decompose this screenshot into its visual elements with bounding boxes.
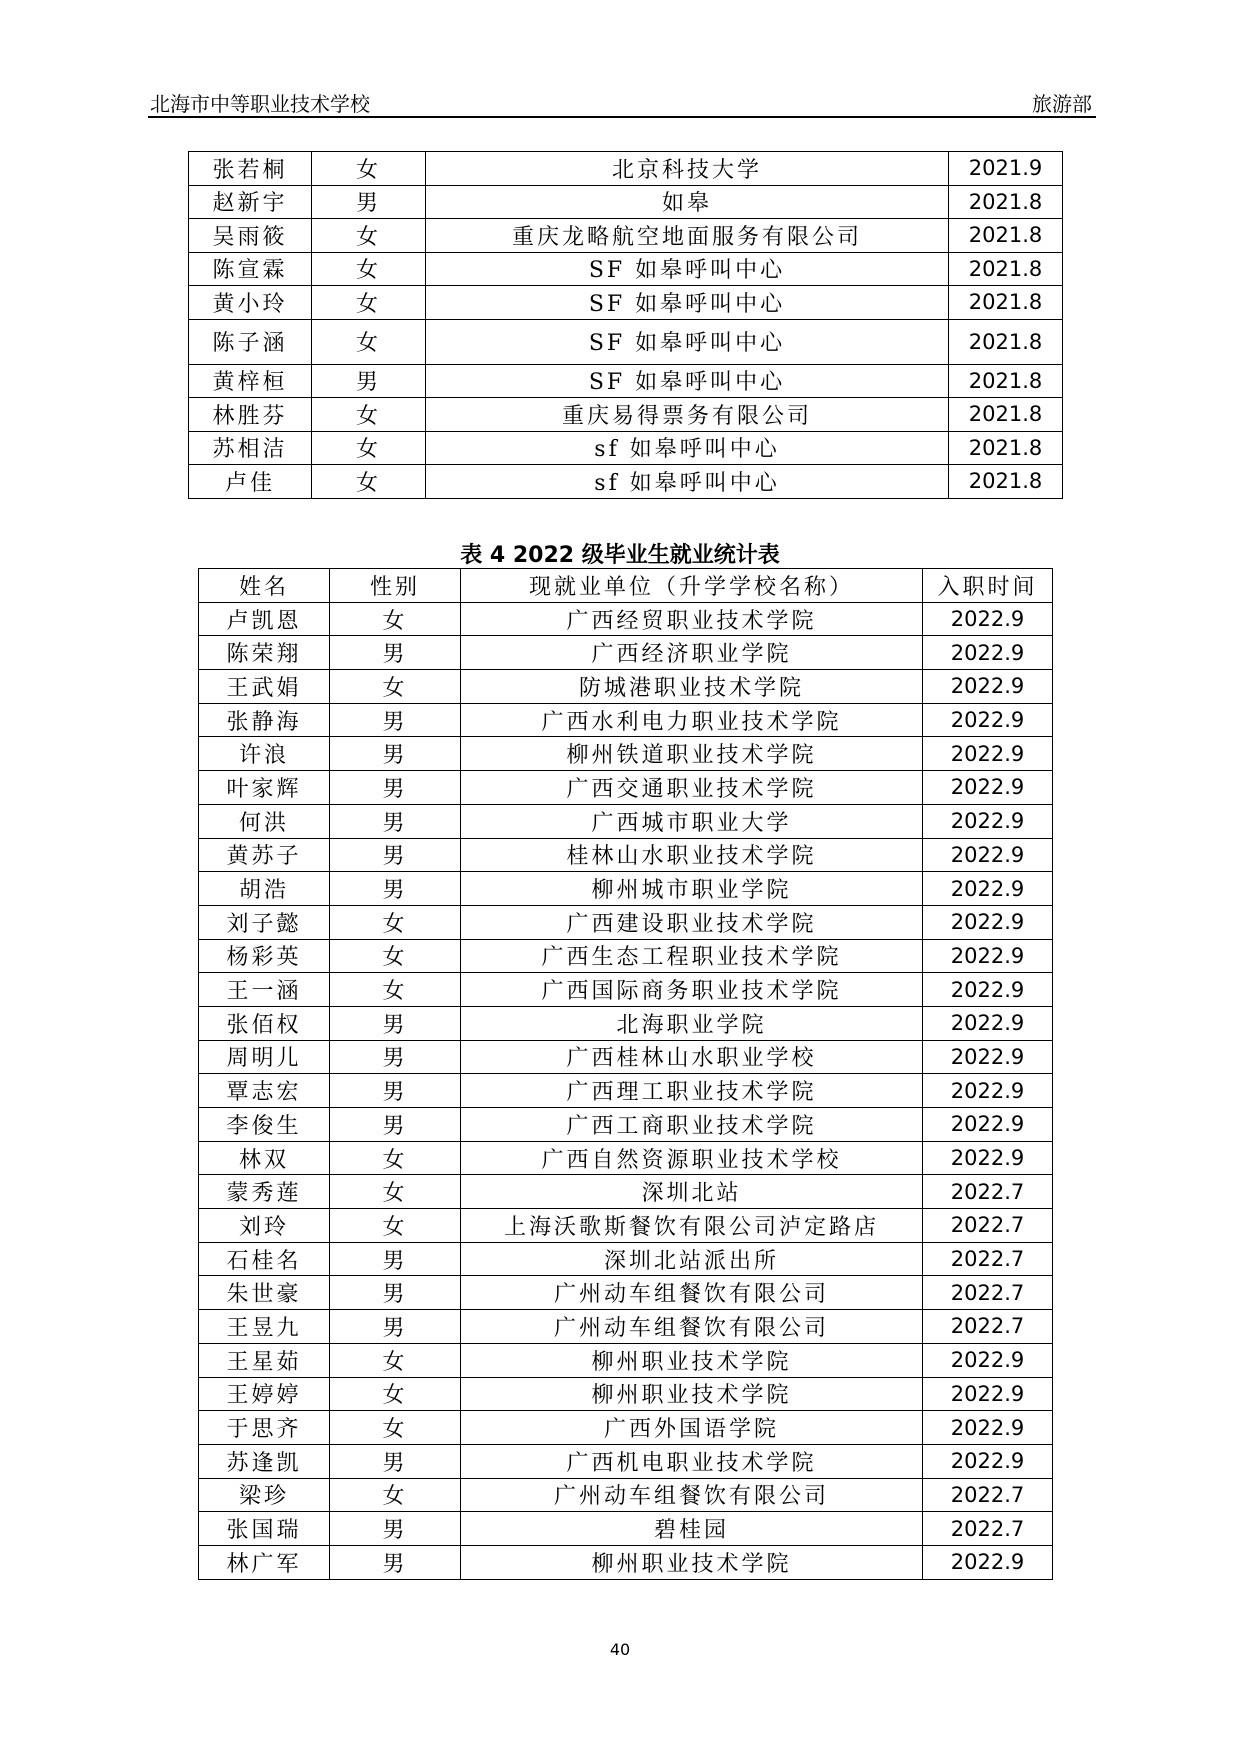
table-row (189, 431, 1063, 465)
cell-gender: 男 (330, 1512, 461, 1546)
table-row (199, 1175, 1053, 1209)
employment-table-2022 (198, 568, 1053, 1580)
page-number: 40 (609, 1640, 631, 1659)
cell-unit: 广西机电职业技术学院 (461, 1444, 923, 1478)
cell-gender: 男 (330, 636, 461, 670)
cell-unit: 广州动车组餐饮有限公司 (461, 1478, 923, 1512)
cell-unit: 广西理工职业技术学院 (461, 1074, 923, 1108)
cell-date: 2022.9 (923, 1074, 1053, 1108)
cell-name: 张若桐 (189, 152, 312, 186)
cell-unit: 重庆易得票务有限公司 (426, 398, 949, 432)
cell-name: 杨彩英 (199, 939, 330, 973)
header-date: 入职时间 (923, 569, 1053, 603)
table-row (199, 804, 1053, 838)
cell-unit: 广西工商职业技术学院 (461, 1108, 923, 1142)
department-name: 旅游部 (1032, 92, 1092, 116)
cell-unit: 深圳北站 (461, 1175, 923, 1209)
cell-unit: SF 如皋呼叫中心 (426, 364, 949, 398)
cell-gender: 女 (312, 319, 426, 364)
cell-gender: 女 (312, 431, 426, 465)
cell-name: 黄梓桓 (189, 364, 312, 398)
cell-gender: 男 (330, 1545, 461, 1579)
cell-name: 石桂名 (199, 1242, 330, 1276)
cell-unit: 广西国际商务职业技术学院 (461, 973, 923, 1007)
table-row (199, 1512, 1053, 1546)
cell-gender: 男 (330, 1242, 461, 1276)
cell-name: 周明儿 (199, 1040, 330, 1074)
cell-date: 2022.9 (923, 1040, 1053, 1074)
cell-gender: 男 (330, 1310, 461, 1344)
page-header (148, 86, 1096, 118)
cell-unit: 广西外国语学院 (461, 1411, 923, 1445)
cell-date: 2022.7 (923, 1242, 1053, 1276)
cell-unit: 广西自然资源职业技术学校 (461, 1141, 923, 1175)
cell-date: 2022.9 (923, 771, 1053, 805)
cell-gender: 女 (312, 286, 426, 320)
cell-unit: 重庆龙略航空地面服务有限公司 (426, 219, 949, 253)
cell-unit: 柳州城市职业学院 (461, 872, 923, 906)
cell-name: 何洪 (199, 804, 330, 838)
cell-name: 林双 (199, 1141, 330, 1175)
cell-name: 覃志宏 (199, 1074, 330, 1108)
cell-date: 2022.9 (923, 737, 1053, 771)
cell-gender: 男 (312, 364, 426, 398)
cell-unit: 广西生态工程职业技术学院 (461, 939, 923, 973)
cell-gender: 女 (312, 465, 426, 499)
table-row (199, 1141, 1053, 1175)
table-row (199, 905, 1053, 939)
table-row (199, 1074, 1053, 1108)
cell-name: 张国瑞 (199, 1512, 330, 1546)
table-row (199, 1444, 1053, 1478)
cell-date: 2021.8 (949, 431, 1063, 465)
cell-gender: 女 (312, 252, 426, 286)
table-row (199, 1343, 1053, 1377)
table-row (199, 838, 1053, 872)
cell-unit: 碧桂园 (461, 1512, 923, 1546)
cell-gender: 男 (330, 703, 461, 737)
cell-unit: 柳州职业技术学院 (461, 1545, 923, 1579)
cell-unit: 广州动车组餐饮有限公司 (461, 1276, 923, 1310)
table-row (199, 1242, 1053, 1276)
cell-gender: 男 (330, 1006, 461, 1040)
cell-name: 林胜芬 (189, 398, 312, 432)
cell-name: 张静海 (199, 703, 330, 737)
table-row (199, 1478, 1053, 1512)
cell-name: 李俊生 (199, 1108, 330, 1142)
cell-gender: 男 (330, 1074, 461, 1108)
cell-name: 卢佳 (189, 465, 312, 499)
table-row (189, 185, 1063, 219)
table-row (199, 1310, 1053, 1344)
cell-name: 苏相洁 (189, 431, 312, 465)
cell-date: 2022.9 (923, 1006, 1053, 1040)
cell-date: 2021.9 (949, 152, 1063, 186)
table-row (199, 602, 1053, 636)
cell-date: 2022.9 (923, 1444, 1053, 1478)
cell-date: 2021.8 (949, 465, 1063, 499)
cell-date: 2022.7 (923, 1276, 1053, 1310)
cell-unit: SF 如皋呼叫中心 (426, 319, 949, 364)
table-row (199, 1108, 1053, 1142)
cell-unit: 桂林山水职业技术学院 (461, 838, 923, 872)
cell-gender: 男 (330, 1444, 461, 1478)
cell-unit: 广西交通职业技术学院 (461, 771, 923, 805)
cell-date: 2021.8 (949, 319, 1063, 364)
cell-name: 黄苏子 (199, 838, 330, 872)
table-row (199, 1040, 1053, 1074)
cell-unit: SF 如皋呼叫中心 (426, 286, 949, 320)
cell-name: 林广军 (199, 1545, 330, 1579)
cell-gender: 女 (330, 1175, 461, 1209)
cell-name: 叶家辉 (199, 771, 330, 805)
table-row (199, 737, 1053, 771)
cell-unit: 上海沃歌斯餐饮有限公司泸定路店 (461, 1209, 923, 1243)
cell-name: 梁珍 (199, 1478, 330, 1512)
cell-date: 2022.9 (923, 804, 1053, 838)
table-row (199, 1209, 1053, 1243)
cell-name: 王婷婷 (199, 1377, 330, 1411)
cell-gender: 男 (330, 737, 461, 771)
cell-name: 王武娟 (199, 670, 330, 704)
cell-name: 卢凯恩 (199, 602, 330, 636)
cell-date: 2022.9 (923, 1377, 1053, 1411)
cell-date: 2022.9 (923, 905, 1053, 939)
table-row (189, 219, 1063, 253)
table-row (189, 319, 1063, 364)
cell-date: 2022.9 (923, 1141, 1053, 1175)
table-row (189, 364, 1063, 398)
cell-date: 2022.9 (923, 636, 1053, 670)
cell-date: 2022.9 (923, 670, 1053, 704)
table-row (199, 771, 1053, 805)
cell-unit: 广西桂林山水职业学校 (461, 1040, 923, 1074)
cell-unit: 广州动车组餐饮有限公司 (461, 1310, 923, 1344)
cell-unit: 广西经济职业学院 (461, 636, 923, 670)
cell-date: 2021.8 (949, 364, 1063, 398)
school-name: 北海市中等职业技术学校 (150, 92, 370, 116)
table-row (189, 152, 1063, 186)
cell-unit: 柳州职业技术学院 (461, 1343, 923, 1377)
cell-gender: 女 (330, 1377, 461, 1411)
cell-unit: 如皋 (426, 185, 949, 219)
cell-unit: 深圳北站派出所 (461, 1242, 923, 1276)
cell-name: 陈子涵 (189, 319, 312, 364)
cell-date: 2022.9 (923, 1411, 1053, 1445)
cell-name: 王一涵 (199, 973, 330, 1007)
table-row (199, 636, 1053, 670)
cell-date: 2021.8 (949, 185, 1063, 219)
cell-date: 2022.9 (923, 872, 1053, 906)
header-name: 姓名 (199, 569, 330, 603)
cell-name: 刘子懿 (199, 905, 330, 939)
employment-table-2021 (188, 151, 1063, 499)
cell-date: 2022.9 (923, 973, 1053, 1007)
cell-gender: 女 (330, 905, 461, 939)
cell-date: 2022.9 (923, 838, 1053, 872)
table-row (189, 465, 1063, 499)
cell-date: 2022.7 (923, 1209, 1053, 1243)
table-row (199, 1411, 1053, 1445)
cell-gender: 女 (312, 152, 426, 186)
cell-date: 2022.7 (923, 1310, 1053, 1344)
cell-gender: 男 (312, 185, 426, 219)
cell-date: 2021.8 (949, 219, 1063, 253)
cell-name: 吴雨筱 (189, 219, 312, 253)
cell-date: 2022.9 (923, 1545, 1053, 1579)
header-unit: 现就业单位（升学学校名称） (461, 569, 923, 603)
cell-gender: 女 (330, 602, 461, 636)
table-row (189, 286, 1063, 320)
cell-gender: 男 (330, 838, 461, 872)
cell-name: 胡浩 (199, 872, 330, 906)
cell-gender: 女 (312, 219, 426, 253)
table-header-row (199, 569, 1053, 603)
cell-gender: 男 (330, 1276, 461, 1310)
cell-gender: 女 (330, 1209, 461, 1243)
cell-unit: 柳州铁道职业技术学院 (461, 737, 923, 771)
cell-date: 2021.8 (949, 398, 1063, 432)
cell-name: 黄小玲 (189, 286, 312, 320)
cell-date: 2022.9 (923, 602, 1053, 636)
cell-gender: 男 (330, 771, 461, 805)
cell-name: 于思齐 (199, 1411, 330, 1445)
cell-unit: 防城港职业技术学院 (461, 670, 923, 704)
cell-gender: 女 (330, 1478, 461, 1512)
cell-unit: 广西经贸职业技术学院 (461, 602, 923, 636)
cell-date: 2022.7 (923, 1175, 1053, 1209)
cell-gender: 女 (312, 398, 426, 432)
cell-name: 蒙秀莲 (199, 1175, 330, 1209)
cell-name: 苏逢凯 (199, 1444, 330, 1478)
cell-date: 2022.9 (923, 1108, 1053, 1142)
cell-gender: 女 (330, 1343, 461, 1377)
table-row (199, 973, 1053, 1007)
cell-name: 张佰权 (199, 1006, 330, 1040)
cell-date: 2022.7 (923, 1478, 1053, 1512)
table-row (199, 670, 1053, 704)
cell-gender: 女 (330, 973, 461, 1007)
cell-unit: 北海职业学院 (461, 1006, 923, 1040)
cell-date: 2021.8 (949, 286, 1063, 320)
cell-gender: 男 (330, 1108, 461, 1142)
cell-gender: 女 (330, 670, 461, 704)
cell-name: 王昱九 (199, 1310, 330, 1344)
table-row (199, 1276, 1053, 1310)
cell-date: 2022.9 (923, 939, 1053, 973)
cell-name: 朱世豪 (199, 1276, 330, 1310)
cell-unit: 柳州职业技术学院 (461, 1377, 923, 1411)
cell-gender: 男 (330, 804, 461, 838)
cell-gender: 女 (330, 939, 461, 973)
cell-date: 2022.7 (923, 1512, 1053, 1546)
cell-unit: sf 如皋呼叫中心 (426, 431, 949, 465)
cell-name: 陈宣霖 (189, 252, 312, 286)
cell-gender: 女 (330, 1411, 461, 1445)
table-row (199, 1377, 1053, 1411)
cell-name: 赵新宇 (189, 185, 312, 219)
cell-unit: 广西城市职业大学 (461, 804, 923, 838)
table-row (199, 939, 1053, 973)
cell-date: 2022.9 (923, 1343, 1053, 1377)
table-row (199, 1545, 1053, 1579)
cell-unit: 广西建设职业技术学院 (461, 905, 923, 939)
cell-unit: sf 如皋呼叫中心 (426, 465, 949, 499)
cell-unit: SF 如皋呼叫中心 (426, 252, 949, 286)
table-row (199, 872, 1053, 906)
table-4-title: 表 4 2022 级毕业生就业统计表 (460, 543, 780, 568)
table-row (189, 252, 1063, 286)
cell-gender: 男 (330, 1040, 461, 1074)
table-row (189, 398, 1063, 432)
header-gender: 性别 (330, 569, 461, 603)
cell-name: 王星茹 (199, 1343, 330, 1377)
cell-name: 刘玲 (199, 1209, 330, 1243)
cell-unit: 北京科技大学 (426, 152, 949, 186)
cell-date: 2021.8 (949, 252, 1063, 286)
cell-gender: 女 (330, 1141, 461, 1175)
cell-name: 陈荣翔 (199, 636, 330, 670)
cell-unit: 广西水利电力职业技术学院 (461, 703, 923, 737)
table-row (199, 703, 1053, 737)
table-row (199, 1006, 1053, 1040)
cell-date: 2022.9 (923, 703, 1053, 737)
cell-gender: 男 (330, 872, 461, 906)
cell-name: 许浪 (199, 737, 330, 771)
